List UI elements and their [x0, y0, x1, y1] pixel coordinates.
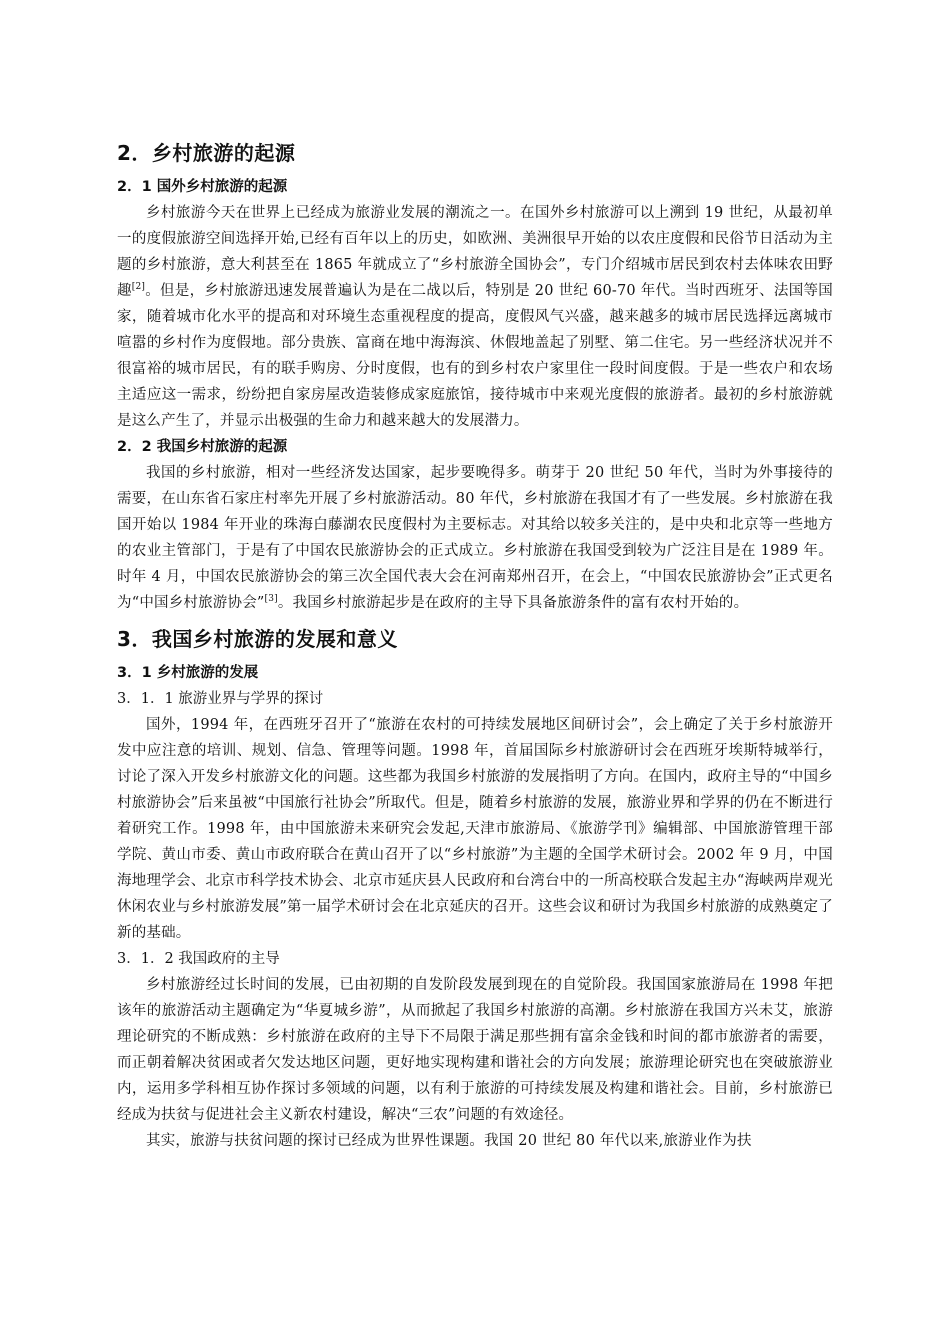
section-2-2-text-a: 我国的乡村旅游，相对一些经济发达国家，起步要晚得多。萌芽于 20 世纪 50 年代，当时为外事接待的需要，在山东省石家庄村率先开展了乡村旅游活动。80 年代，乡村旅游在我国才有了一些发展。乡村旅游在我国开始以 1984 年开业的珠海白藤湖农民度假村为主要标志。对其给以较多关注的，是中央和北京等一些地方的农业主管部门，于是有了中国农民旅游协会的正式成立。乡村旅游在我国受到较为广泛注目是在 1989 年。时年 4 月，中国农民旅游协会的第三次全国代表大会在河南郑州召开，在会上，“中国农民旅游协会”正式更名为“中国乡村旅游协会” — [117, 465, 833, 611]
section-3-1-2-paragraph-1: 乡村旅游经过长时间的发展，已由初期的自发阶段发展到现在的自觉阶段。我国国家旅游局在 1998 年把该年的旅游活动主题确定为“华夏城乡游”，从而掀起了我国乡村旅游的高潮。乡村旅游在我国方兴未艾，旅游理论研究的不断成熟：乡村旅游在政府的主导下不局限于满足那些拥有富余金钱和时间的都市旅游者的需要，而正朝着解决贫困或者欠发达地区问题，更好地实现构建和谐社会的方向发展；旅游理论研究也在突破旅游业内，运用多学科相互协作探讨多领域的问题，以有利于旅游的可持续发展及构建和谐社会。目前，乡村旅游已经成为扶贫与促进社会主义新农村建设，解决“三农”问题的有效途径。 — [117, 977, 833, 1123]
section-3-1-2-paragraph-2: 其实，旅游与扶贫问题的探讨已经成为世界性课题。我国 20 世纪 80 年代以来,旅游业作为扶 — [146, 1133, 752, 1149]
section-2-2-heading: 2．2 我国乡村旅游的起源 — [117, 439, 288, 455]
section-3-heading: 3．我国乡村旅游的发展和意义 — [117, 627, 398, 651]
section-2-1-heading: 2．1 国外乡村旅游的起源 — [117, 179, 288, 195]
section-2-1-text-a: 乡村旅游今天在世界上已经成为旅游业发展的潮流之一。在国外乡村旅游可以上溯到 19 世纪，从最初单一的度假旅游空间选择开始,已经有百年以上的历史，如欧洲、美洲很早开始的以农庄度假和民俗节日活动为主题的乡村旅游，意大利甚至在 1865 年就成立了“乡村旅游全国协会”，专门介绍城市居民到农村去体味农田野趣 — [117, 205, 833, 299]
section-3-1-heading: 3．1 乡村旅游的发展 — [117, 665, 259, 681]
section-2-1-text-b: 。但是，乡村旅游迅速发展普遍认为是在二战以后，特别是 20 世纪 60-70 年代。当时西班牙、法国等国家，随着城市化水平的提高和对环境生态重视程度的提高，度假风气兴盛，越来越多的城市居民选择远离城市喧嚣的乡村作为度假地。部分贵族、富商在地中海海滨、休假地盖起了别墅、第二住宅。另一些经济状况并不很富裕的城市居民，有的联手购房、分时度假，也有的到乡村农户家里住一段时间度假。于是一些农户和农场主适应这一需求，纷纷把自家房屋改造装修成家庭旅馆，接待城市中来观光度假的旅游者。最初的乡村旅游就是这么产生了，并显示出极强的生命力和越来越大的发展潜力。 — [117, 283, 833, 429]
document-page — [117, 130, 833, 1154]
section-2-heading: 2．乡村旅游的起源 — [117, 141, 296, 165]
section-2-2-paragraph — [117, 460, 833, 616]
section-3-1-1-heading: 3．1．1 旅游业界与学界的探讨 — [117, 691, 324, 707]
citation-2: [2] — [131, 282, 146, 293]
citation-3: [3] — [264, 594, 278, 605]
section-3-1-2-heading: 3．1．2 我国政府的主导 — [117, 951, 280, 967]
section-2-2-text-b: 。我国乡村旅游起步是在政府的主导下具备旅游条件的富有农村开始的。 — [277, 595, 749, 611]
section-2-1-paragraph — [117, 200, 833, 434]
section-3-1-1-paragraph: 国外，1994 年，在西班牙召开了“旅游在农村的可持续发展地区间研讨会”，会上确定了关于乡村旅游开发中应注意的培训、规划、信急、管理等问题。1998 年，首届国际乡村旅游研讨会在西班牙埃斯特城举行，讨论了深入开发乡村旅游文化的问题。这些都为我国乡村旅游的发展指明了方向。在国内，政府主导的“中国乡村旅游协会”后来虽被“中国旅行社协会”所取代。但是，随着乡村旅游的发展，旅游业界和学界的仍在不断进行着研究工作。1998 年，由中国旅游未来研究会发起,天津市旅游局、《旅游学刊》编辑部、中国旅游管理干部学院、黄山市委、黄山市政府联合在黄山召开了以“乡村旅游”为主题的全国学术研讨会。2002 年 9 月，中国海地理学会、北京市科学技术协会、北京市延庆县人民政府和台湾台中的一所高校联合发起主办“海峡两岸观光休闲农业与乡村旅游发展”第一届学术研讨会在北京延庆的召开。这些会议和研讨为我国乡村旅游的成熟奠定了新的基础。 — [117, 717, 833, 941]
